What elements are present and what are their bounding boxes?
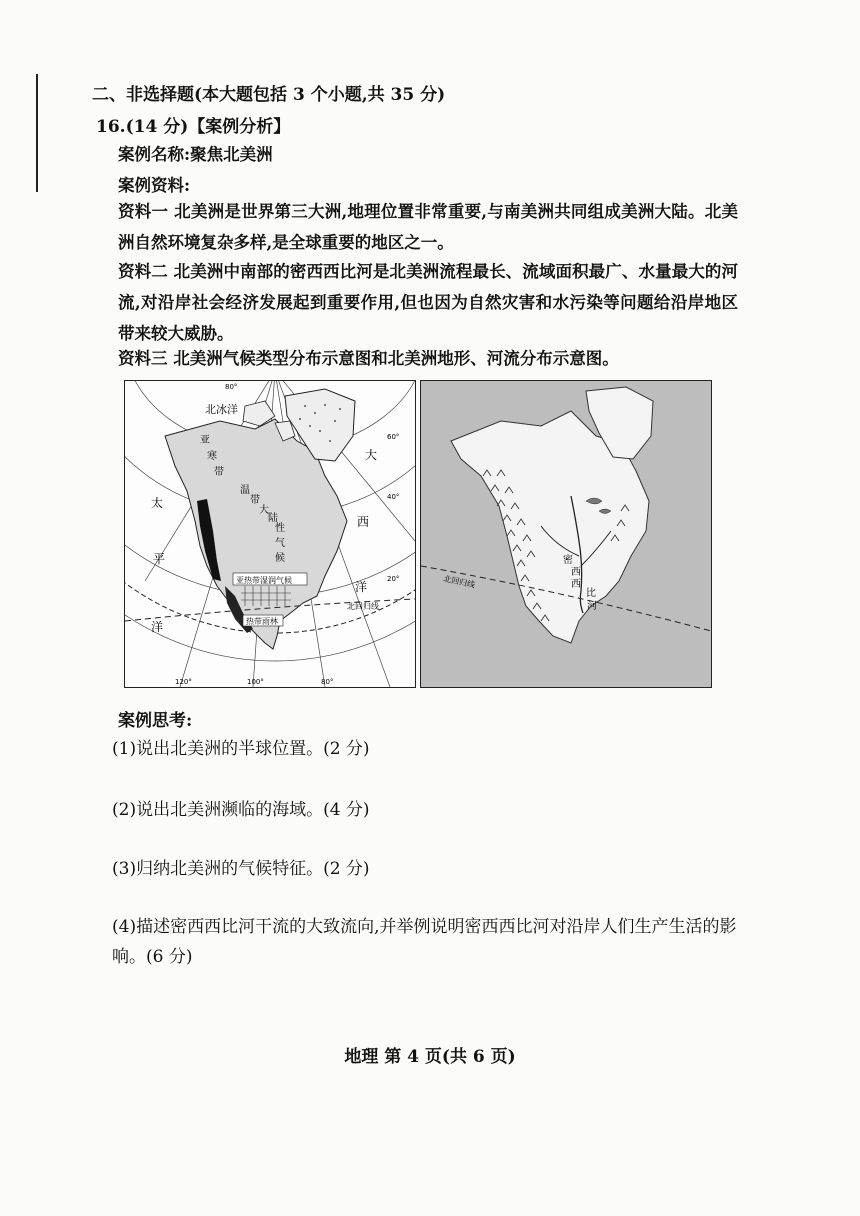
label-temperate-3: 大 [259,505,269,516]
terrain-river-map-svg [421,381,711,687]
margin-bar [36,74,38,192]
label-subarctic-2: 寒 [207,451,217,462]
label-river-5: 河 [587,601,597,612]
label-arctic-ocean: 北冰洋 [205,403,238,416]
label-river-3: 西 [571,579,581,590]
label-river-1: 密 [563,555,573,566]
section-title: 二、非选择题(本大题包括 3 个小题,共 35 分) [92,85,446,105]
question-header: 16.(14 分)【案例分析】 [96,117,291,137]
question-4: (4)描述密西西比河干流的大致流向,并举例说明密西西比河对沿岸人们生产生活的影响。(6 分) [112,917,737,967]
material-one: 资料一 北美洲是世界第三大洲,地理位置非常重要,与南美洲共同组成美洲大陆。北美洲自然环境复杂多样,是全球重要的地区之一。 [118,202,738,252]
label-temperate-4: 陆 [268,513,278,524]
label-temperate-6: 气 [275,538,285,549]
label-lon-100: 100° [247,678,264,686]
label-lat-40: 40° [387,493,400,501]
label-tropical-rainforest: 热带雨林 [246,617,278,626]
label-lon-80-bottom: 80° [321,678,334,686]
label-temperate-5: 性 [275,523,285,534]
terrain-river-map [420,380,712,688]
label-atlantic-1: 大 [365,448,378,462]
material-three: 资料三 北美洲气候类型分布示意图和北美洲地形、河流分布示意图。 [118,349,619,368]
label-temperate-7: 候 [275,553,285,564]
label-subarctic-1: 亚 [200,435,210,446]
label-pacific-3: 洋 [151,620,164,634]
thinking-label: 案例思考: [118,711,193,731]
label-river-2: 西 [571,567,581,578]
label-lat-20: 20° [387,575,400,583]
label-lat-60: 60° [387,433,400,441]
label-atlantic-3: 洋 [355,580,368,594]
label-lon-120: 120° [175,678,192,686]
material-two: 资料二 北美洲中南部的密西西比河是北美洲流程最长、流域面积最广、水量最大的河流,对沿岸社会经济发展起到重要作用,但也因为自然灾害和水污染等问题给沿岸地区带来较大威胁。 [118,262,738,343]
label-subarctic-3: 带 [214,467,224,478]
climate-map-svg [125,381,415,687]
case-materials-label: 案例资料: [118,176,191,195]
label-river-4: 比 [586,588,596,599]
label-humid-subtropical: 亚热带湿润气候 [236,576,292,585]
case-name: 案例名称:聚焦北美洲 [118,145,273,164]
climate-map [124,380,416,688]
question-2: (2)说出北美洲濒临的海域。(4 分) [112,800,370,820]
label-temperate-2: 带 [250,495,260,506]
label-tropic: 北回归线 [347,602,379,611]
label-lon-80: 80° [225,383,238,391]
label-temperate-1: 温 [240,485,250,496]
question-1: (1)说出北美洲的半球位置。(2 分) [112,739,370,759]
label-atlantic-2: 西 [357,515,370,529]
page-footer: 地理 第 4 页(共 6 页) [344,1047,516,1067]
label-tropic-map2: 北回归线 [442,574,476,590]
label-pacific-2: 平 [153,552,166,566]
question-3: (3)归纳北美洲的气候特征。(2 分) [112,859,370,879]
label-pacific-1: 太 [151,496,164,510]
